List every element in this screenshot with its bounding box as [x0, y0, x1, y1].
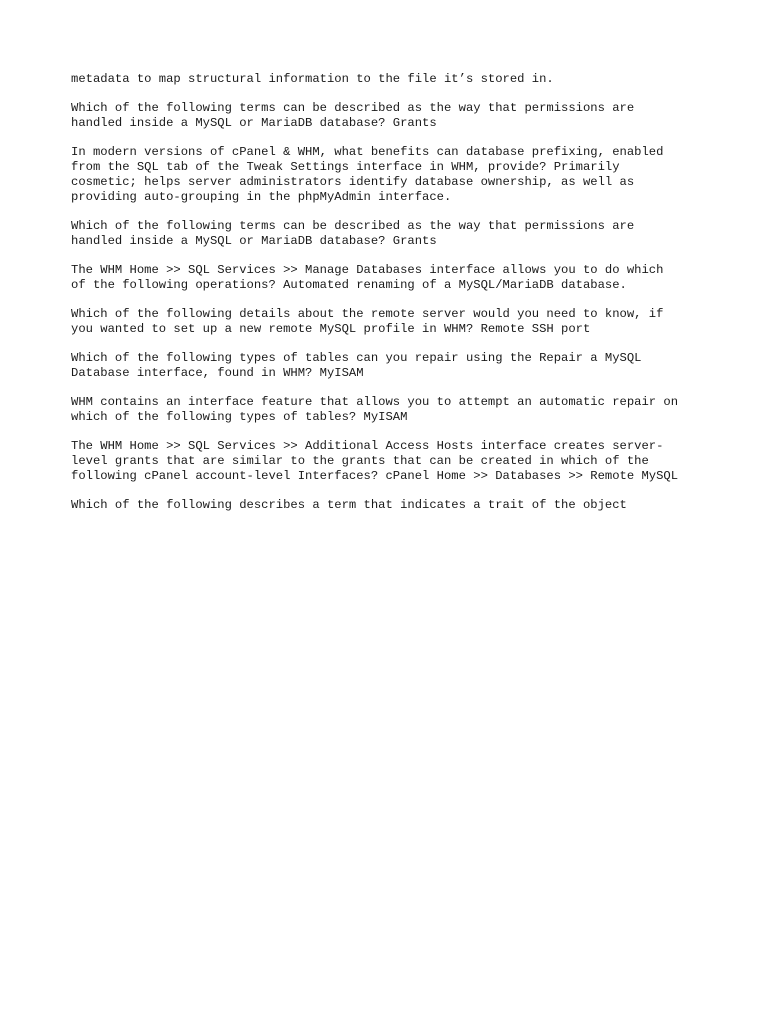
paragraph: Which of the following terms can be described as the way that permissions are handled inside a MySQL or MariaDB database? Grants	[71, 218, 635, 248]
paragraph: Which of the following types of tables can you repair using the Repair a MySQL Database interface, found in WHM? MyISAM	[71, 351, 642, 380]
document-page	[71, 72, 711, 528]
paragraph: The WHM Home >> SQL Services >> Additional Access Hosts interface creates server- level grants that are similar to the grants that can be created in which of the following cPanel account-level Interfaces? cPanel Home >> Databases >> Remote MySQL	[71, 439, 679, 483]
paragraph: In modern versions of cPanel & WHM, what benefits can database prefixing, enabled from the SQL tab of the Tweak Settings interface in WHM, provide? Primarily cosmetic; helps server administrators identify database ownership, as well as providing auto-grouping in the phpMyAdmin interface.	[71, 145, 664, 204]
paragraph: The WHM Home >> SQL Services >> Manage Databases interface allows you to do which of the following operations? Automated renaming of a MySQL/MariaDB database.	[71, 263, 664, 292]
paragraph: Which of the following describes a term that indicates a trait of the object	[71, 498, 627, 513]
paragraph: Which of the following details about the remote server would you need to know, if you wanted to set up a new remote MySQL profile in WHM? Remote SSH port	[71, 307, 664, 336]
paragraph: Which of the following terms can be described as the way that permissions are handled inside a MySQL or MariaDB database? Grants	[71, 101, 635, 131]
paragraph: WHM contains an interface feature that allows you to attempt an automatic repair on which of the following types of tables? MyISAM	[71, 395, 679, 425]
paragraph: metadata to map structural information to the file it’s stored in.	[71, 72, 554, 86]
